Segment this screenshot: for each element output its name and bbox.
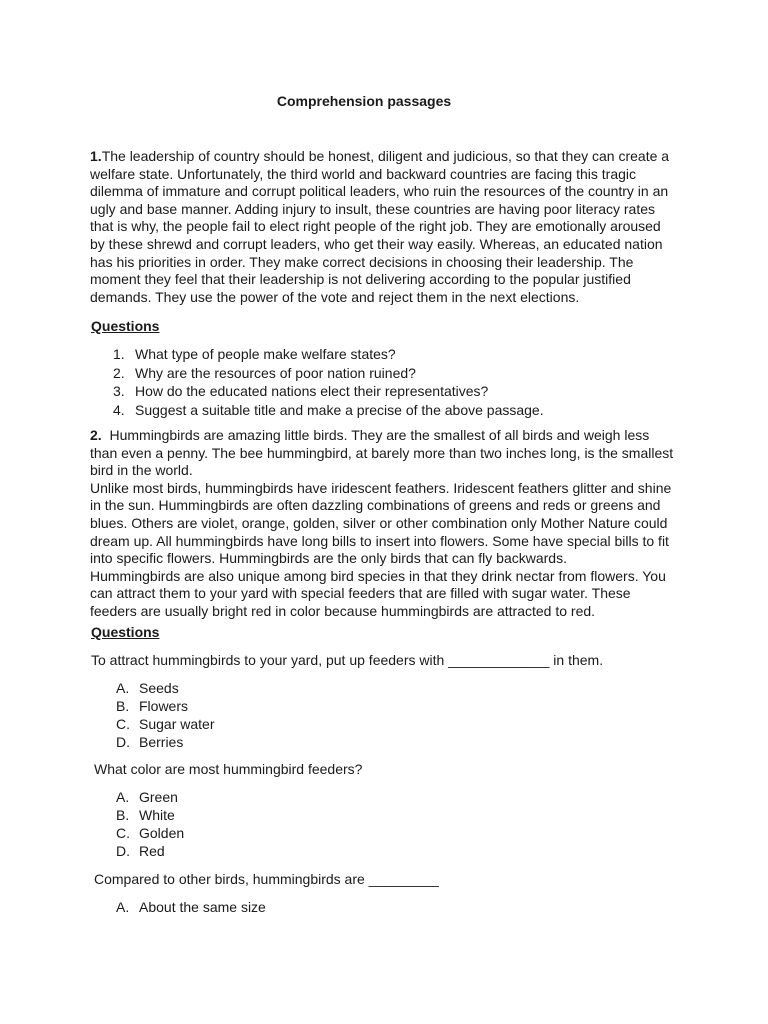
option-text: White bbox=[139, 807, 175, 823]
option-item bbox=[116, 715, 214, 733]
document-title: Comprehension passages bbox=[276, 93, 452, 109]
passage-1-paragraph bbox=[90, 148, 678, 306]
list-marker: 1. bbox=[113, 346, 125, 362]
option-text: Red bbox=[139, 843, 165, 859]
passage-2-paragraph: Hummingbirds are also unique among bird species in that they drink nectar from flowers. You can attract them to your yard with special feeders that are filled with sugar water. These feeders are usually bright red in color because hummingbirds are attracted to red. bbox=[90, 567, 666, 619]
option-item bbox=[116, 679, 214, 697]
mcq-question: To attract hummingbirds to your yard, put up feeders with _____________ in them. bbox=[91, 652, 604, 668]
option-text: Sugar water bbox=[139, 716, 215, 732]
passage-text: The leadership of country should be honest, diligent and judicious, so that they can create a welfare state. Unfortunately, the third world and backward countries are facing this tragic dilemma of immature and corrupt political leaders, who ruin the resources of the country in an ugly and base manner. Adding injury to insult, these countries are having poor literacy rates that is why, the people fail to elect right people of the right job. They are emotionally aroused by these shrewd and corrupt leaders, who get their way easily. Whereas, an educated nation has his priorities in order. They make correct decisions in choosing their leadership. The moment they feel that their leadership is not delivering according to the popular justified demands. They use the power of the vote and reject them in the next elections. bbox=[90, 148, 670, 305]
mcq-question: What color are most hummingbird feeders? bbox=[94, 761, 363, 777]
passage-2 bbox=[90, 427, 678, 621]
list-item bbox=[113, 345, 544, 364]
question-text: Why are the resources of poor nation ruined? bbox=[135, 364, 416, 381]
list-marker: 3. bbox=[113, 383, 125, 400]
option-text: About the same size bbox=[139, 899, 266, 915]
option-item bbox=[116, 697, 214, 715]
list-item bbox=[113, 401, 544, 420]
option-text: Green bbox=[139, 789, 178, 805]
passage-number: 2. bbox=[90, 427, 102, 443]
passage-2-paragraph: Unlike most birds, hummingbirds have iridescent feathers. Iridescent feathers glitter and shine in the sun. Hummingbirds are often dazzling combinations of greens and reds or greens and blues. Others are violet, orange, golden, silver or other combination only Mother Nature could dream up. All hummingbirds have long bills to insert into flowers. Some have special bills to fit into specific flowers. Hummingbirds are the only birds that can fly backwards. bbox=[90, 479, 672, 567]
option-item bbox=[116, 733, 214, 751]
option-item bbox=[116, 788, 184, 806]
option-marker: D. bbox=[116, 734, 130, 750]
option-marker: C. bbox=[116, 825, 130, 841]
option-list bbox=[116, 788, 184, 860]
question-text: What type of people make welfare states? bbox=[135, 346, 396, 362]
option-marker: B. bbox=[116, 698, 130, 714]
option-marker: A. bbox=[116, 789, 130, 805]
question-list bbox=[113, 345, 544, 419]
option-marker: B. bbox=[116, 807, 130, 823]
option-marker: C. bbox=[116, 716, 130, 732]
option-item bbox=[116, 898, 266, 916]
list-marker: 2. bbox=[113, 364, 125, 381]
questions-heading: Questions bbox=[91, 318, 160, 334]
option-text: Flowers bbox=[139, 698, 189, 714]
option-text: Berries bbox=[139, 734, 184, 750]
list-marker: 4. bbox=[113, 401, 125, 418]
passage-1 bbox=[90, 148, 678, 306]
option-list bbox=[116, 898, 266, 916]
option-item bbox=[116, 806, 184, 824]
option-marker: D. bbox=[116, 843, 130, 859]
option-text: Golden bbox=[139, 825, 185, 841]
option-marker: A. bbox=[116, 899, 130, 915]
option-text: Seeds bbox=[139, 680, 179, 696]
option-marker: A. bbox=[116, 680, 130, 696]
passage-2-paragraph bbox=[90, 427, 678, 480]
questions-heading: Questions bbox=[91, 624, 160, 640]
option-item bbox=[116, 824, 184, 842]
mcq-question: Compared to other birds, hummingbirds are _________ bbox=[94, 871, 439, 887]
passage-text: Hummingbirds are amazing little birds. They are the smallest of all birds and weigh less than even a penny. The bee hummingbird, at barely more than two inches long, is the smallest bird in the world. bbox=[90, 427, 674, 479]
question-text: Suggest a suitable title and make a precise of the above passage. bbox=[135, 401, 544, 418]
option-list bbox=[116, 679, 214, 751]
list-item bbox=[113, 382, 544, 401]
option-item bbox=[116, 842, 184, 860]
question-text: How do the educated nations elect their representatives? bbox=[135, 383, 489, 400]
list-item bbox=[113, 364, 544, 383]
passage-number: 1. bbox=[90, 148, 102, 164]
